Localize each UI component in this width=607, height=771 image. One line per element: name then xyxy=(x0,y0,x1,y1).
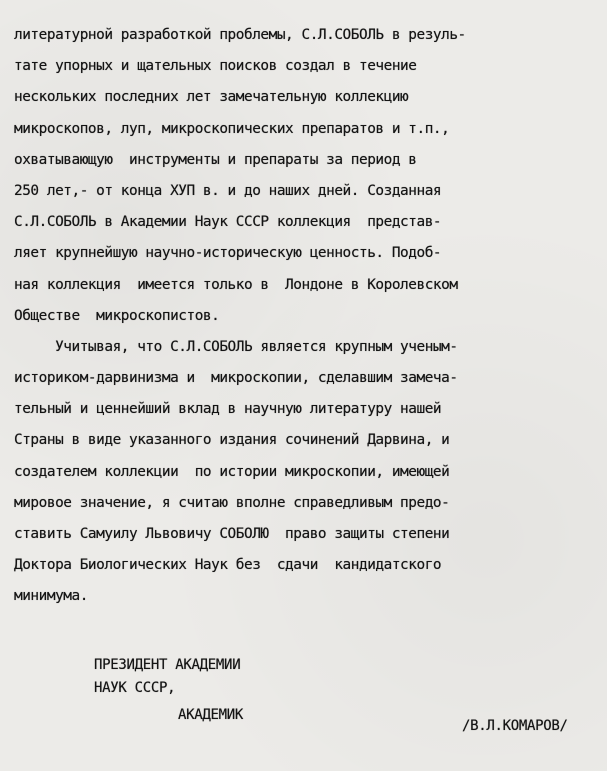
text-line: нескольких последних лет замечательную коллекцию xyxy=(14,89,409,106)
text-line: охватывающую инструменты и препараты за период в xyxy=(14,151,417,168)
text-line: 250 лет,- от конца ХУП в. и до наших дней. Созданная xyxy=(14,182,442,199)
text-line: Учитывая, что С.Л.СОБОЛЬ является крупным ученым- xyxy=(14,338,458,355)
text-line: мировое значение, я считаю вполне справедливым предо- xyxy=(14,494,450,511)
text-line: создателем коллекции по истории микроскопии, имеющей xyxy=(14,463,450,480)
text-line: Доктора Биологических Наук без сдачи кандидатского xyxy=(14,557,442,574)
signature-title-line-1: ПРЕЗИДЕНТ АКАДЕМИИ xyxy=(94,657,241,673)
text-line: ставить Самуилу Львовичу СОБОЛЮ право защиты степени xyxy=(14,526,450,542)
text-line: литературной разработкой проблемы, С.Л.СОБОЛЬ в резуль- xyxy=(14,27,466,43)
text-line: тате упорных и щательных поисков создал в течение xyxy=(14,58,417,75)
text-line: С.Л.СОБОЛЬ в Академии Наук СССР коллекция представ- xyxy=(14,214,442,231)
signatory-name: /В.Л.КОМАРОВ/ xyxy=(462,718,568,734)
text-line: историком-дарвинизма и микроскопии, сделавшим замеча- xyxy=(14,370,458,387)
text-line: Обществе микроскопистов. xyxy=(14,307,220,324)
text-line: микроскопов, луп, микроскопических препаратов и т.п., xyxy=(14,120,450,137)
text-line: минимума. xyxy=(14,588,88,605)
text-line: тельный и ценнейший вклад в научную литературу нашей xyxy=(14,401,442,418)
document-body xyxy=(14,20,599,613)
text-line: Страны в виде указанного издания сочинений Дарвина, и xyxy=(14,432,450,449)
text-line: ляет крупнейшую научно-историческую ценность. Подоб- xyxy=(14,245,442,262)
signature-title-line-2: НАУК СССР, xyxy=(94,680,176,696)
signature-title-line-3: АКАДЕМИК xyxy=(178,707,244,723)
text-line: ная коллекция имеется только в Лондоне в Королевском xyxy=(14,276,458,293)
